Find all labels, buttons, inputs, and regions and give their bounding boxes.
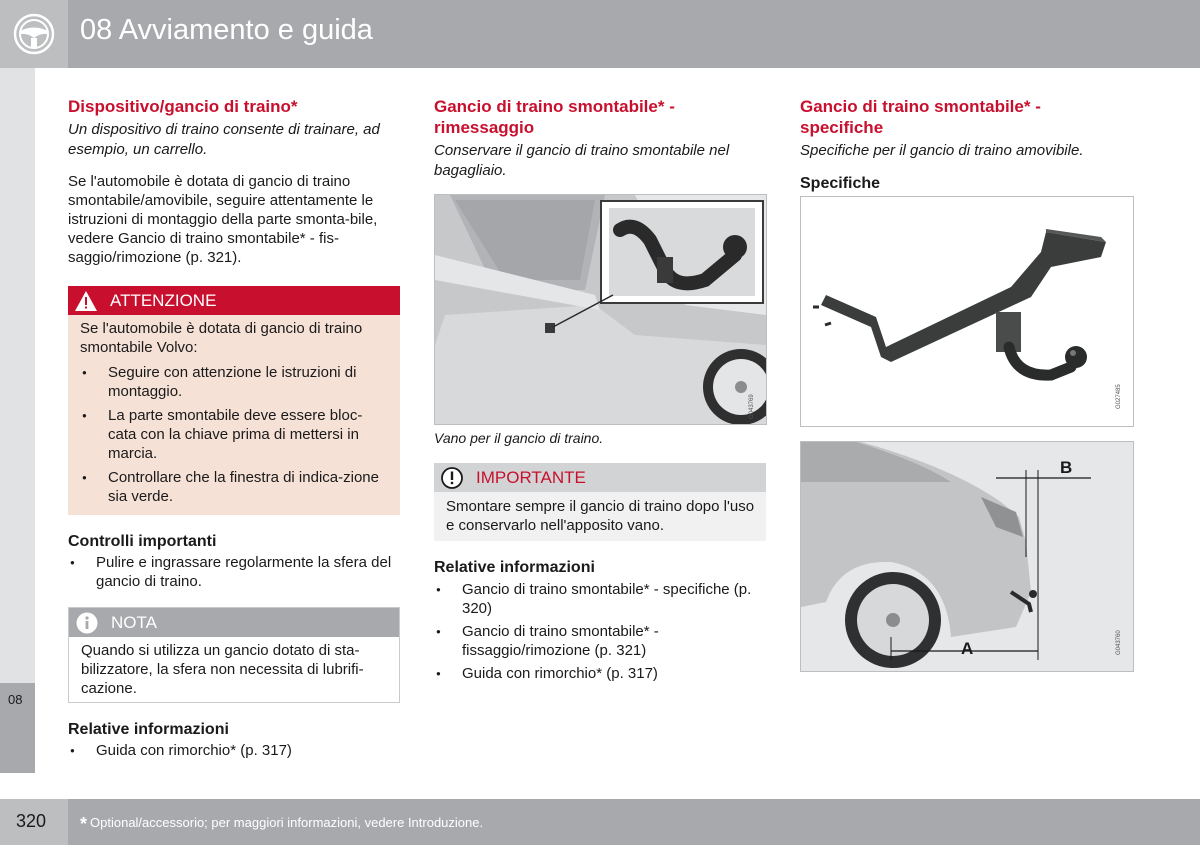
heading-storage: Gancio di traino smontabile* - rimessaggio (434, 97, 675, 137)
warning-header (68, 286, 400, 315)
figure-code: G043769 (749, 394, 755, 419)
figure-caption: Vano per il gancio di traino. (434, 430, 604, 446)
warning-triangle-icon (74, 289, 98, 313)
important-text: Smontare sempre il gancio di traino dopo l'uso e conservarlo nell'apposito vano. (446, 498, 755, 534)
side-margin (0, 68, 35, 773)
warning-text: Se l'automobile è dotata di gancio di traino smontabile Volvo: (80, 320, 363, 356)
sub-heading-specifications: Specifiche (800, 175, 881, 192)
important-box (434, 463, 766, 541)
figure-storage-compartment (434, 194, 767, 425)
footnote (80, 814, 483, 835)
page-number: 320 (16, 811, 47, 831)
list-item: ● Guida con rimorchio* (p. 317) (434, 664, 764, 683)
towbar-illustration (801, 197, 1133, 426)
list-item: ● Guida con rimorchio* (p. 317) (68, 741, 398, 760)
note-title: NOTA (111, 613, 157, 632)
list-item: ● Controllare che la finestra di indica-zione sia verde. (80, 468, 380, 506)
heading-specifications: Gancio di traino smontabile* - specifiche (800, 97, 1041, 137)
car-rear-dimensions-illustration (801, 442, 1133, 671)
heading-related-info-1: Relative informazioni (68, 721, 229, 738)
dimension-label-a: A (961, 639, 974, 658)
warning-list (80, 363, 380, 506)
note-header (69, 608, 399, 637)
heading-related-info-2: Relative informazioni (434, 559, 595, 576)
list-item: ● La parte smontabile deve essere bloc-cata con la chiave prima di mettersi in marcia. (80, 406, 380, 463)
dimension-label-b: B (1060, 458, 1073, 477)
note-box (68, 607, 400, 703)
related-list-1 (68, 741, 398, 760)
steering-wheel-icon (0, 0, 68, 68)
figure-code: G043760 (1116, 630, 1122, 655)
intro-towing-device: Un dispositivo di traino consente di trainare, ad esempio, un carrello. (68, 121, 380, 158)
important-title: IMPORTANTE (476, 468, 586, 487)
chapter-title: 08 Avviamento e guida (80, 14, 373, 46)
note-text: Quando si utilizza un gancio dotato di sta-bilizzatore, la sfera non necessita di lubrifi-cazione. (81, 642, 364, 697)
body-towing-device: Se l'automobile è dotata di gancio di traino smontabile/amovibile, seguire attentamente le istruzioni di montaggio della parte smonta-bile, vedere Gancio di traino smontabile* - fis-saggio/rimozione (p. 321). (68, 173, 378, 266)
list-item: ● Seguire con attenzione le istruzioni di montaggio. (80, 363, 380, 401)
footnote-text: Optional/accessorio; per maggiori informazioni, vedere Introduzione. (90, 815, 484, 830)
warning-title: ATTENZIONE (110, 291, 217, 310)
list-item: ● Gancio di traino smontabile* - fissaggio/rimozione (p. 321) (434, 622, 764, 660)
header-icon-tab (0, 0, 68, 68)
heading-towing-device: Dispositivo/gancio di traino* (68, 97, 298, 116)
footnote-asterisk: * (80, 814, 88, 834)
list-item: ● Pulire e ingrassare regolarmente la sfera del gancio di traino. (68, 553, 398, 591)
info-icon (75, 611, 99, 635)
car-trunk-illustration (435, 195, 766, 424)
checks-list (68, 553, 398, 591)
chapter-tab-label: 08 (8, 692, 23, 707)
figure-towbar-dimensions (800, 441, 1134, 672)
related-list-2 (434, 580, 764, 683)
intro-specifications: Specifiche per il gancio di traino amovibile. (800, 142, 1084, 159)
figure-towbar (800, 196, 1134, 427)
list-item: ● Gancio di traino smontabile* - specifiche (p. 320) (434, 580, 764, 618)
intro-storage: Conservare il gancio di traino smontabile nel bagagliaio. (434, 142, 730, 179)
heading-important-checks: Controlli importanti (68, 533, 217, 550)
warning-box (68, 286, 400, 515)
figure-code: G027485 (1116, 384, 1122, 409)
important-header (434, 463, 766, 492)
exclamation-icon (440, 466, 464, 490)
